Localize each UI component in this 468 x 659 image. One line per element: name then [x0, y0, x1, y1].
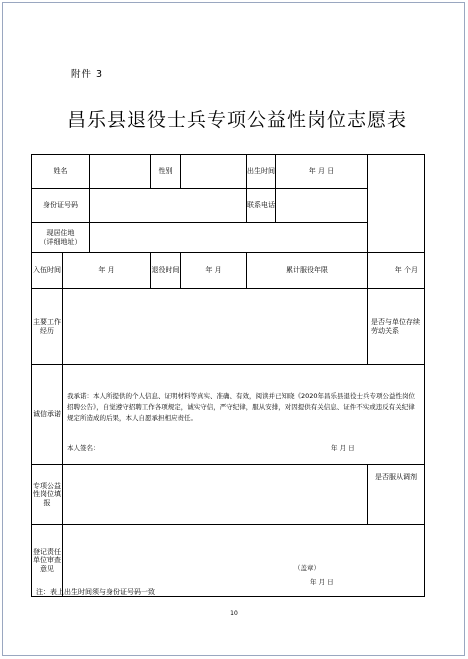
integrity-label: 诚信承诺 — [32, 365, 63, 465]
address-label-main: 现居住地 — [46, 229, 75, 237]
birth-label: 出生时间 — [247, 155, 276, 189]
gender-label: 性别 — [151, 155, 181, 189]
attachment-label: 附件 3 — [71, 69, 104, 80]
id-number-label: 身份证号码 — [32, 189, 90, 223]
page-number: 10 — [230, 610, 238, 617]
pledge-text: 我承诺：本人所提供的个人信息、证明材料等真实、准确、有效，阅读并已知晓《2020年昌乐县退役士兵专项公益性岗位招聘公告》，自觉遵守招聘工作各项规定，诚实守信，严守纪律，服从安排，对因提供有关信息、证件不实或违反有关纪律规定所造成的后果，本人自愿承担相应责任。 — [67, 391, 416, 422]
address-label-sub: （详细地址） — [39, 237, 82, 246]
retire-field[interactable]: 年 月 — [181, 253, 247, 289]
birth-field[interactable]: 年 月 日 — [276, 155, 368, 189]
work-history-label: 主要工作经历 — [32, 289, 63, 365]
service-years-label: 累计服役年限 — [247, 253, 368, 289]
review-label: 登记责任单位审查意见 — [32, 525, 63, 597]
position-field[interactable] — [63, 465, 368, 525]
name-field[interactable] — [90, 155, 151, 189]
signature-label: 本人签名： — [67, 443, 100, 452]
name-label: 姓名 — [32, 155, 90, 189]
phone-field[interactable] — [276, 189, 368, 223]
adjust-label: 是否服从调剂 — [368, 465, 425, 525]
application-form-table — [31, 154, 425, 597]
phone-label: 联系电话 — [247, 189, 276, 223]
footnote: 注：表上出生时间须与身份证号码一致 — [36, 588, 155, 596]
retire-label: 退役时间 — [151, 253, 181, 289]
review-date: 年 月 日 — [310, 578, 334, 586]
work-history-field[interactable] — [63, 289, 368, 365]
labor-relation-label: 是否与单位存续劳动关系 — [368, 289, 425, 365]
pledge-date: 年 月 日 — [331, 443, 355, 452]
seal-label: （盖章） — [294, 564, 320, 572]
address-field[interactable] — [90, 223, 368, 253]
gender-field[interactable] — [181, 155, 247, 189]
enlist-label: 入伍时间 — [32, 253, 63, 289]
address-label — [32, 223, 90, 253]
position-label: 专项公益性岗位填报 — [32, 465, 63, 525]
integrity-pledge — [63, 365, 425, 465]
review-opinion — [63, 525, 425, 597]
service-years-field[interactable]: 年 个月 — [368, 253, 425, 289]
id-number-field[interactable] — [90, 189, 247, 223]
form-title: 昌乐县退役士兵专项公益性岗位志愿表 — [66, 109, 407, 131]
enlist-field[interactable]: 年 月 — [63, 253, 151, 289]
photo-box — [368, 155, 425, 253]
